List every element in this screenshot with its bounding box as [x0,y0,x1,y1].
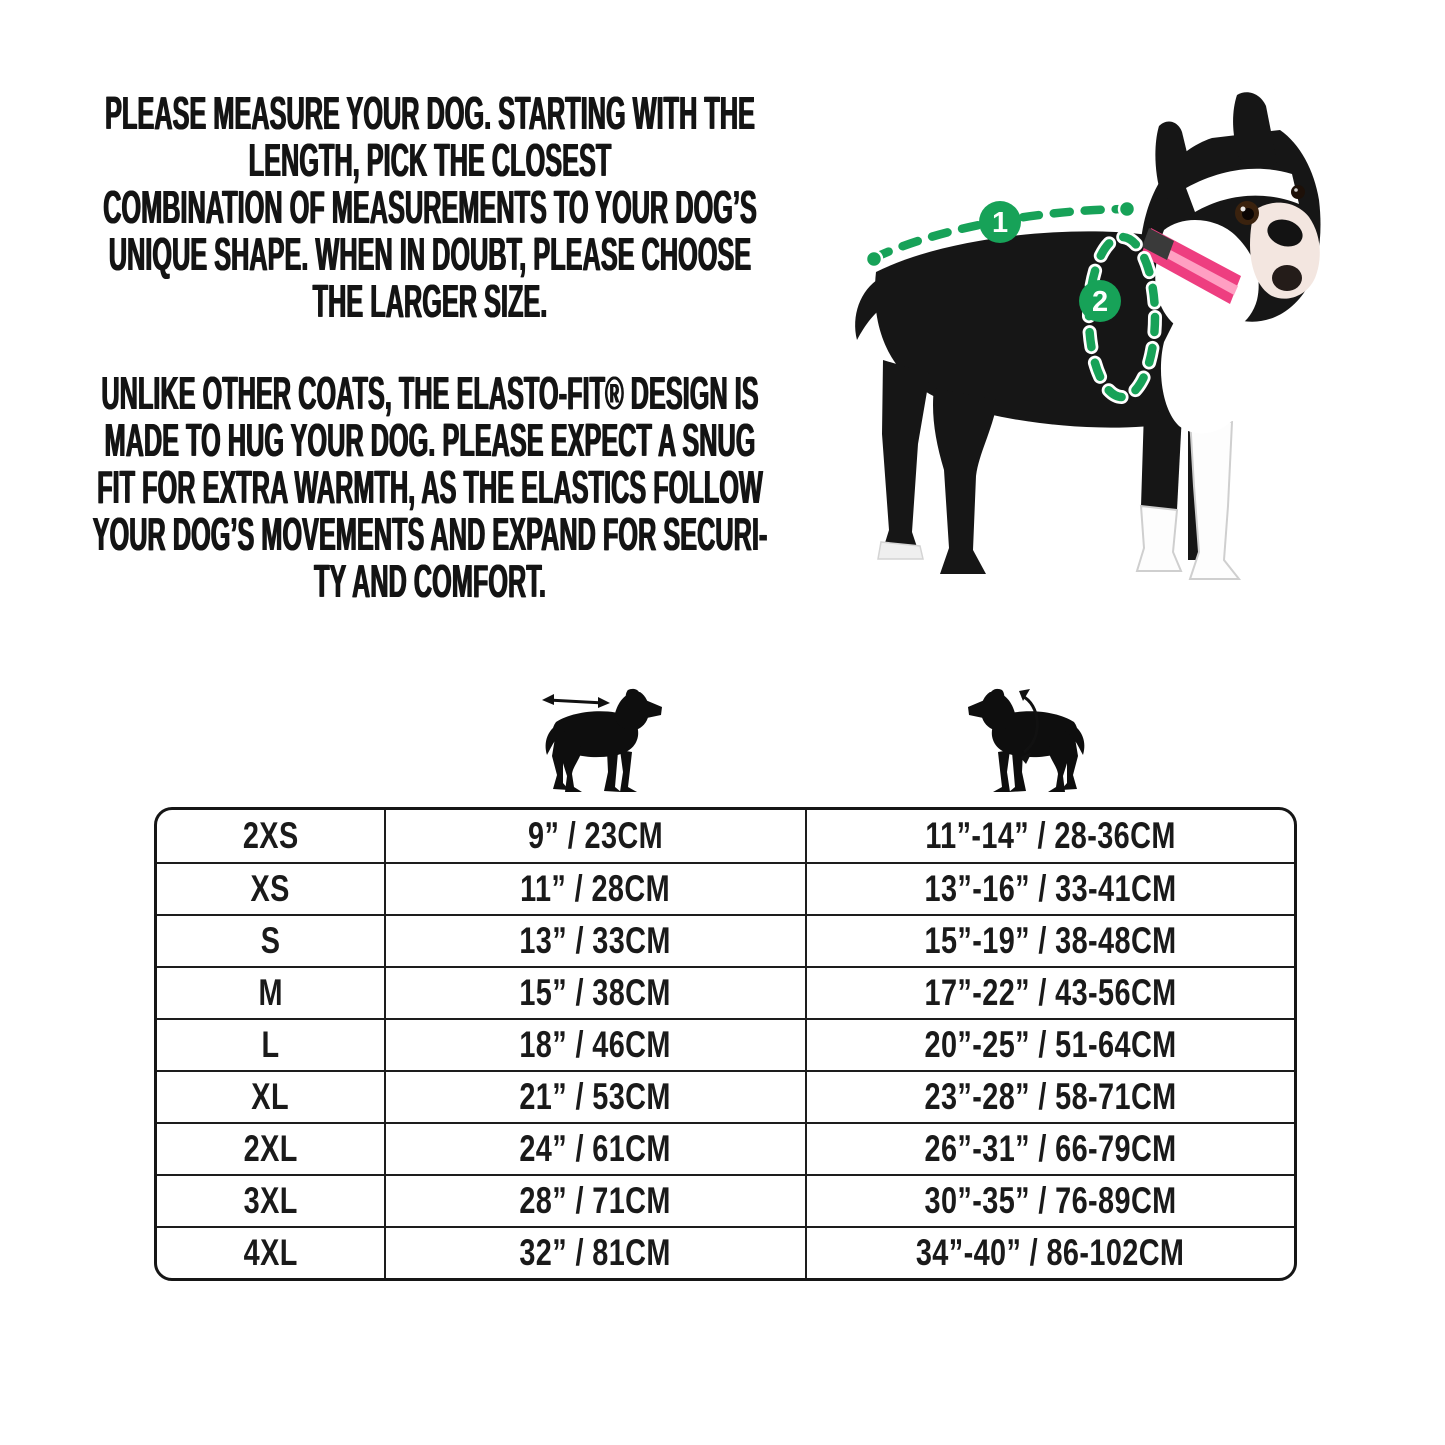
dog-length-icon [534,674,668,800]
girth-cell: 11”-14” / 28-36CM [805,810,1294,862]
size-cell: 2XS [242,815,299,856]
hind-paw-white [878,542,923,559]
girth-cell: 20”-25” / 51-64CM [805,1018,1294,1070]
fit-note-line: UNLIKE OTHER COATS, THE ELASTO-FIT® DESIGN IS [101,367,759,419]
instruction-line: LENGTH, PICK THE CLOSEST [248,134,612,186]
size-cell: M [157,966,384,1018]
instruction-line: UNIQUE SHAPE. WHEN IN DOUBT, PLEASE CHOOSE [108,228,752,280]
size-cell: 3XL [157,1174,384,1226]
size-cell: XS [157,862,384,914]
instruction-line: PLEASE MEASURE YOUR DOG. STARTING WITH THE [105,87,755,139]
dog-girth-icon [962,674,1096,800]
badge-2 [1079,280,1121,322]
girth-cell: 26”-31” / 66-79CM [805,1122,1294,1174]
girth-cell: 13”-16” / 33-41CM [805,862,1294,914]
length-cell: 28” / 71CM [384,1174,805,1226]
size-cell: S [157,914,384,966]
svg-text:1: 1 [991,207,1009,239]
length-cell: 11” / 28CM [384,862,805,914]
fit-note-line: YOUR DOG’S MOVEMENTS AND EXPAND FOR SECURI- [92,508,768,560]
instruction-line: COMBINATION OF MEASUREMENTS TO YOUR DOG’S [103,181,757,233]
length-cell: 21” / 53CM [384,1070,805,1122]
length-cell: 15” / 38CM [384,966,805,1018]
size-cell: XL [157,1070,384,1122]
girth-cell: 23”-28” / 58-71CM [805,1070,1294,1122]
size-cell: 2XL [157,1122,384,1174]
girth-cell: 15”-19” / 38-48CM [805,914,1294,966]
size-table [154,807,1297,1281]
near-eye [1235,201,1259,225]
length-cell: 13” / 33CM [384,914,805,966]
length-cell: 18” / 46CM [384,1018,805,1070]
girth-cell: 34”-40” / 86-102CM [805,1226,1294,1278]
instruction-line: THE LARGER SIZE. [312,275,548,327]
length-cell: 9” / 23CM [384,810,805,862]
length-cell: 24” / 61CM [384,1122,805,1174]
measuring-instructions [73,87,788,327]
chest-patch [1161,311,1253,434]
svg-text:2: 2 [1091,286,1109,318]
dog-photo [828,82,1392,606]
length-arrow [542,694,610,708]
girth-cell: 30”-35” / 76-89CM [805,1174,1294,1226]
mouth-shadow [1272,265,1302,291]
size-cell: 4XL [157,1226,384,1278]
size-cell: L [157,1018,384,1070]
front-near-leg-white [1190,418,1239,579]
fit-note-line: TY AND COMFORT. [314,555,546,607]
girth-cell: 17”-22” / 43-56CM [805,966,1294,1018]
fit-notes [73,367,788,607]
fit-note-line: MADE TO HUG YOUR DOG. PLEASE EXPECT A SNUG [104,414,756,466]
far-eye [1291,185,1305,199]
front-far-sock [1137,506,1181,571]
badge-1 [979,201,1021,243]
length-cell: 32” / 81CM [384,1226,805,1278]
fit-note-line: FIT FOR EXTRA WARMTH, AS THE ELASTICS FOLLOW [97,461,763,513]
